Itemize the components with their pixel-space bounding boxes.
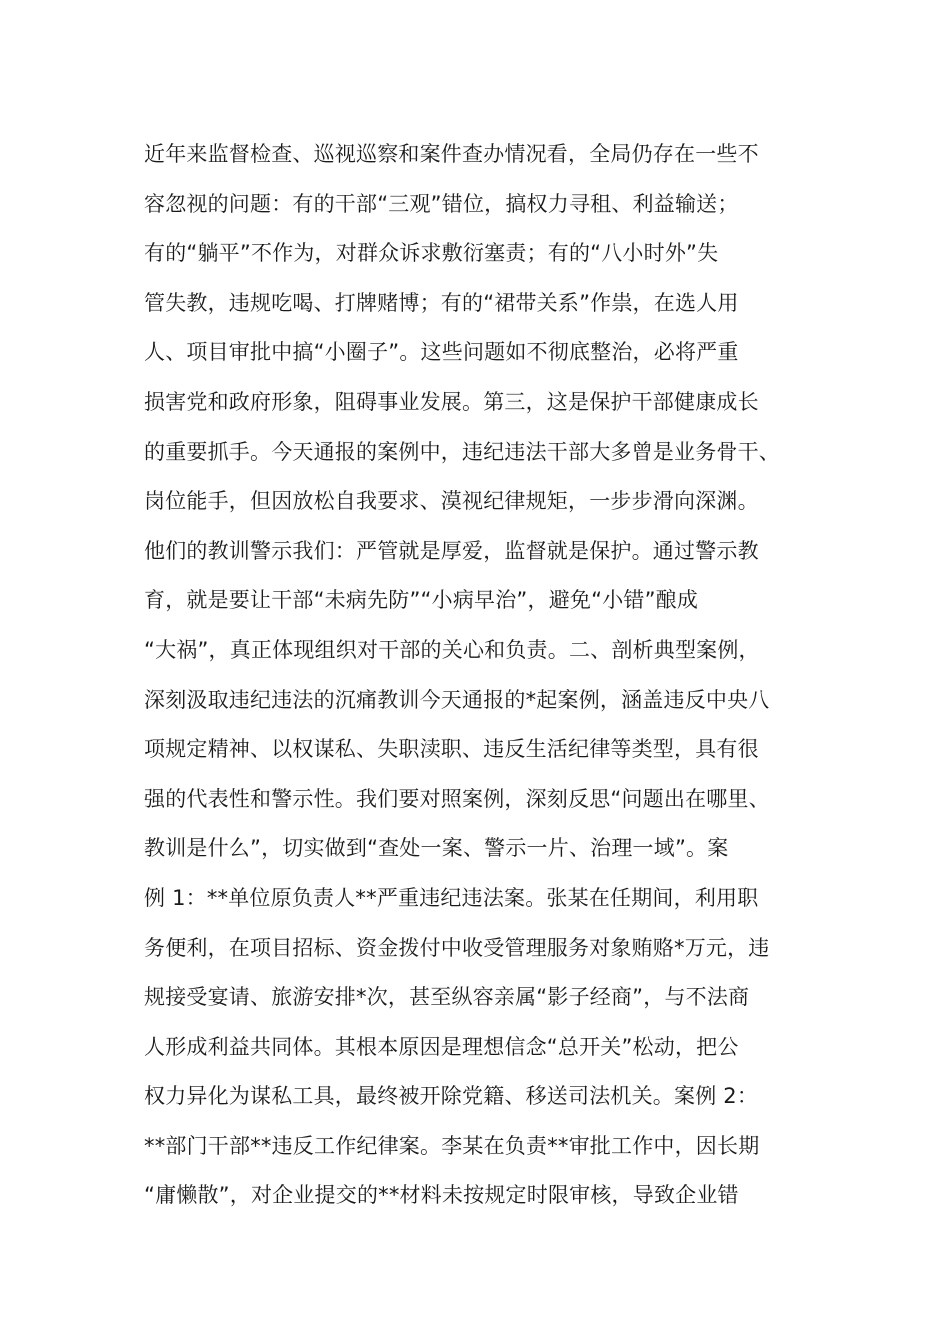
text-line: “庸懒散”，对企业提交的**材料未按规定时限审核，导致企业错: [144, 1183, 739, 1208]
text-line: **部门干部**违反工作纪律案。李某在负责**审批工作中，因长期: [144, 1133, 760, 1158]
text-line: 规接受宴请、旅游安排*次，甚至纵容亲属“影子经商”，与不法商: [144, 985, 750, 1010]
text-line: 他们的教训警示我们：严管就是厚爱，监督就是保护。通过警示教: [144, 538, 759, 563]
text-line: 强的代表性和警示性。我们要对照案例，深刻反思“问题出在哪里、: [144, 786, 770, 811]
text-line: 深刻汲取违纪违法的沉痛教训今天通报的*起案例，涵盖违反中央八: [144, 687, 770, 712]
text-line: 管失教，违规吃喝、打牌赌博；有的“裙带关系”作祟，在选人用: [144, 290, 739, 315]
text-line: 近年来监督检查、巡视巡察和案件查办情况看，全局仍存在一些不: [144, 142, 759, 166]
text-line: 损害党和政府形象，阻碍事业发展。第三，这是保护干部健康成长: [144, 389, 759, 414]
text-line: 权力异化为谋私工具，最终被开除党籍、移送司法机关。案例 2：: [144, 1084, 759, 1109]
text-line: “大祸”，真正体现组织对干部的关心和负责。二、剖析典型案例，: [144, 637, 760, 662]
text-line: 例 1：**单位原负责人**严重违纪违法案。张某在任期间，利用职: [144, 885, 759, 910]
body-text: [144, 130, 834, 1221]
text-line: 容忽视的问题：有的干部“三观”错位，搞权力寻租、利益输送；: [144, 191, 739, 216]
text-line: 人、项目审批中搞“小圈子”。这些问题如不彻底整治，必将严重: [144, 340, 739, 365]
text-line: 有的“躺平”不作为，对群众诉求敷衍塞责；有的“八小时外”失: [144, 241, 719, 266]
text-line: 教训是什么”，切实做到“查处一案、警示一片、治理一域”。案: [144, 836, 729, 861]
text-line: 项规定精神、以权谋私、失职渎职、违反生活纪律等类型，具有很: [144, 737, 759, 762]
text-line: 育，就是要让干部“未病先防”“小病早治”，避免“小错”酿成: [144, 588, 699, 613]
text-line: 人形成利益共同体。其根本原因是理想信念“总开关”松动，把公: [144, 1034, 739, 1059]
text-line: 务便利，在项目招标、资金拨付中收受管理服务对象贿赂*万元，违: [144, 935, 770, 960]
text-line: 岗位能手，但因放松自我要求、漠视纪律规矩，一步步滑向深渊。: [144, 489, 759, 514]
text-line: 的重要抓手。今天通报的案例中，违纪违法干部大多曾是业务骨干、: [144, 439, 780, 464]
